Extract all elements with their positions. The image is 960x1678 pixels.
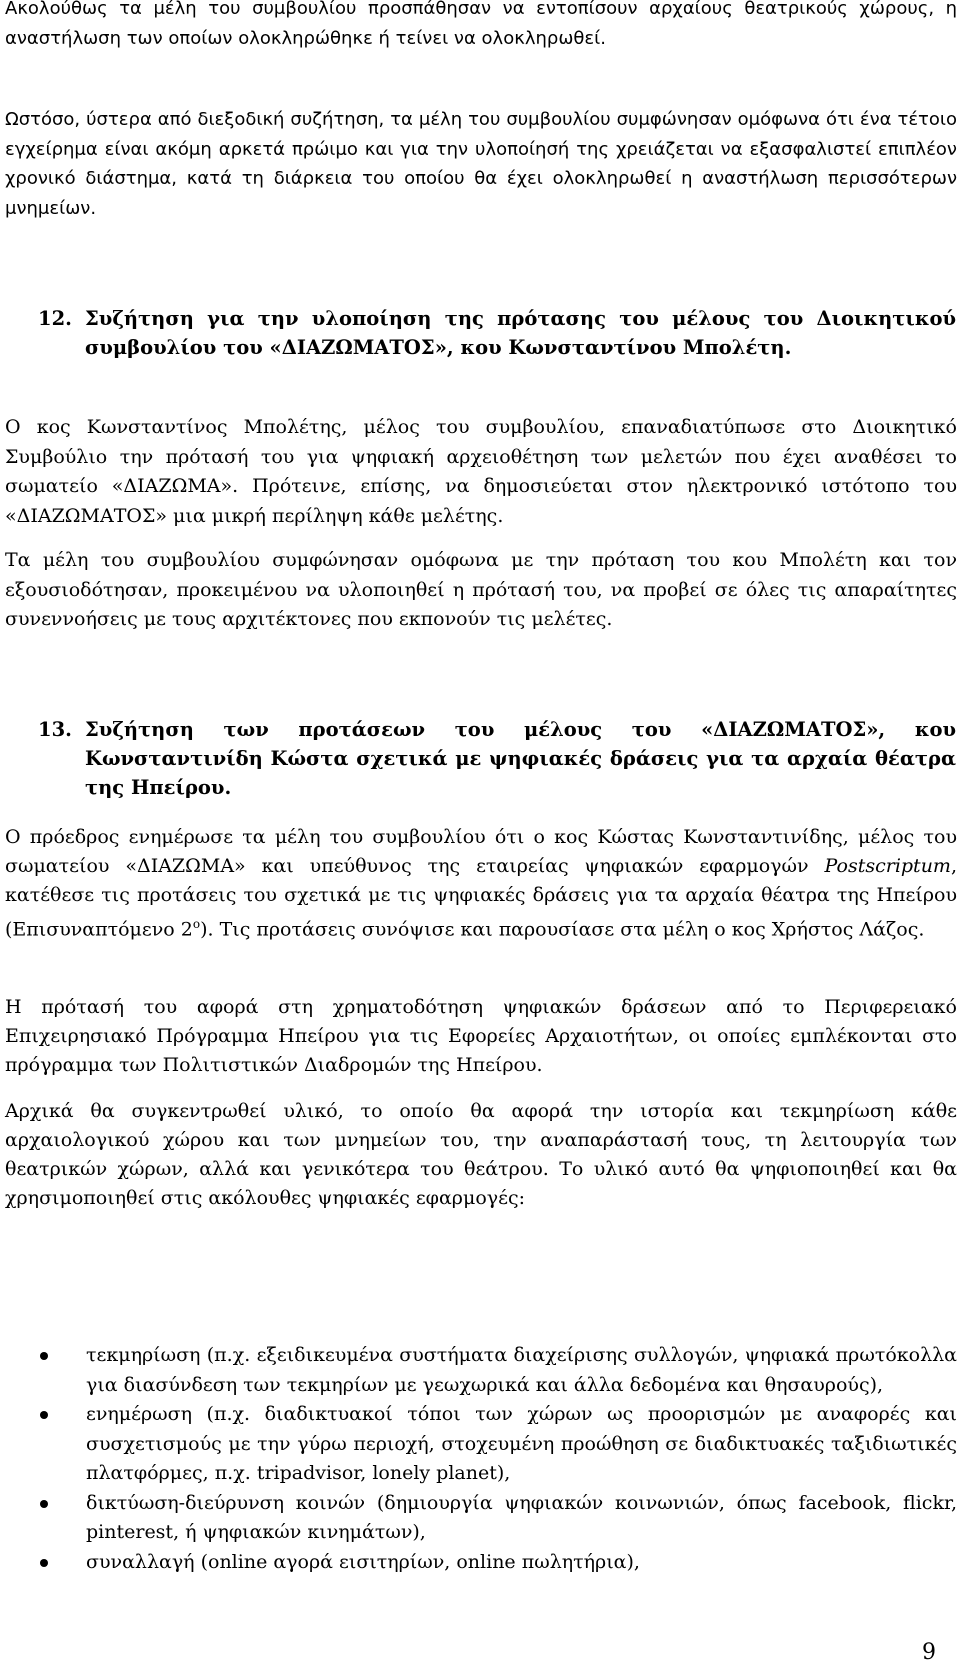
section-13-paragraph-2: Η πρότασή του αφορά στη χρηματοδότηση ψηφιακών δράσεων από το Περιφερειακό Επιχειρησιακό Πρόγραμμα Ηπείρου για τις Εφορείες Αρχαιοτήτων, οι οποίες εμπλέκονται στο πρόγραμμα των Πολιτιστικών Διαδρομών της Ηπείρου. bbox=[5, 996, 957, 1076]
section-13-number: 13. bbox=[38, 718, 72, 741]
list-item: δικτύωση-διεύρυνση κοινών (δημιουργία ψηφιακών κοινωνιών, όπως facebook, flickr, pinterest, ή ψηφιακών κινημάτων), bbox=[0, 1489, 957, 1548]
section-13-p1-middle: , κατέθεσε τις προτάσεις του σχετικά με τις ψηφιακές δράσεις για τα αρχαία θέατρα της Ηπείρου (Επισυναπτόμενο 2 bbox=[5, 855, 957, 941]
paragraph-theatres-search: Ακολούθως τα μέλη του συμβουλίου προσπάθησαν να εντοπίσουν αρχαίους θεατρικούς χώρους, η αναστήλωση των οποίων ολοκληρώθηκε ή τείνει να ολοκληρωθεί. bbox=[5, 0, 957, 49]
digital-applications-list bbox=[0, 1341, 957, 1577]
section-13-title: Συζήτηση των προτάσεων του μέλους του «ΔΙΑΖΩΜΑΤΟΣ», κου Κωνσταντινίδη Κώστα σχετικά με ψηφιακές δράσεις για τα αρχαία θέατρα της Ηπείρου. bbox=[85, 718, 956, 799]
bullet-icon bbox=[40, 1411, 48, 1419]
company-name: Postscriptum bbox=[824, 855, 951, 877]
bullet-icon bbox=[40, 1559, 48, 1567]
attachment-superscript: ο bbox=[192, 917, 201, 931]
section-13-paragraph-1 bbox=[5, 823, 957, 944]
section-13-heading bbox=[38, 715, 956, 802]
page-number: 9 bbox=[922, 1640, 936, 1665]
bullet-icon bbox=[40, 1352, 48, 1360]
list-item: συναλλαγή (online αγορά εισιτηρίων, online πωλητήρια), bbox=[0, 1548, 957, 1578]
section-12-paragraph-1: Ο κος Κωνσταντίνος Μπολέτης, μέλος του συμβουλίου, επαναδιατύπωσε στο Διοικητικό Συμβούλιο την πρότασή του για ψηφιακή αρχειοθέτηση των μελετών που έχει αναθέσει το σωματείο «ΔΙΑΖΩΜΑ». Πρότεινε, επίσης, να δημοσιεύεται στον ηλεκτρονικό ιστότοπο του «ΔΙΑΖΩΜΑΤΟΣ» μια μικρή περίληψη κάθε μελέτης. bbox=[5, 416, 957, 527]
list-item: τεκμηρίωση (π.χ. εξειδικευμένα συστήματα διαχείρισης συλλογών, ψηφιακά πρωτόκολλα για διασύνδεση των τεκμηρίων με γεωχωρικά και άλλα δεδομένα και θησαυρούς), bbox=[0, 1341, 957, 1400]
paragraph-discussion-outcome: Ωστόσο, ύστερα από διεξοδική συζήτηση, τα μέλη του συμβουλίου συμφώνησαν ομόφωνα ότι ένα τέτοιο εγχείρημα είναι ακόμη αρκετά πρώιμο και για την υλοποίησή της χρειάζεται να εξασφαλιστεί επιπλέον χρονικό διάστημα, κατά τη διάρκεια του οποίου θα έχει ολοκληρωθεί η αναστήλωση περισσότερων μνημείων. bbox=[5, 109, 957, 219]
section-12-heading bbox=[38, 304, 956, 362]
bullet-icon bbox=[40, 1500, 48, 1508]
section-12-number: 12. bbox=[38, 307, 72, 330]
section-13-p1-start: Ο πρόεδρος ενημέρωσε τα μέλη του συμβουλίου ότι ο κος Κώστας Κωνσταντινίδης, μέλος του σωματείου «ΔΙΑΖΩΜΑ» και υπεύθυνος της εταιρείας ψηφιακών εφαρμογών bbox=[5, 826, 957, 877]
list-item: ενημέρωση (π.χ. διαδικτυακοί τόποι των χώρων ως προορισμών με αναφορές και συσχετισμούς με την γύρω περιοχή, στοχευμένη προώθηση σε διαδικτυακές ταξιδιωτικές πλατφόρμες, π.χ. tripadvisor, lonely planet), bbox=[0, 1400, 957, 1489]
section-12-paragraph-2: Τα μέλη του συμβουλίου συμφώνησαν ομόφωνα με την πρόταση του κου Μπολέτη και τον εξουσιοδότησαν, προκειμένου να υλοποιηθεί η πρότασή του, να προβεί σε όλες τις απαραίτητες συνεννοήσεις με τους αρχιτέκτονες που εκπονούν τις μελέτες. bbox=[5, 549, 957, 630]
section-13-paragraph-3: Αρχικά θα συγκεντρωθεί υλικό, το οποίο θα αφορά την ιστορία και τεκμηρίωση κάθε αρχαιολογικού χώρου και των μνημείων του, την αναπαράστασή τους, τη λειτουργία των θεατρικών χώρων, αλλά και γενικότερα του θεάτρου. Το υλικό αυτό θα ψηφιοποιηθεί και θα χρησιμοποιηθεί στις ακόλουθες ψηφιακές εφαρμογές: bbox=[5, 1100, 957, 1209]
section-12-title: Συζήτηση για την υλοποίηση της πρότασης του μέλους του Διοικητικού συμβουλίου του «ΔΙΑΖΩΜΑΤΟΣ», κου Κωνσταντίνου Μπολέτη. bbox=[85, 307, 956, 359]
section-13-p1-end: ). Τις προτάσεις συνόψισε και παρουσίασε στα μέλη ο κος Χρήστος Λάζος. bbox=[200, 918, 925, 941]
